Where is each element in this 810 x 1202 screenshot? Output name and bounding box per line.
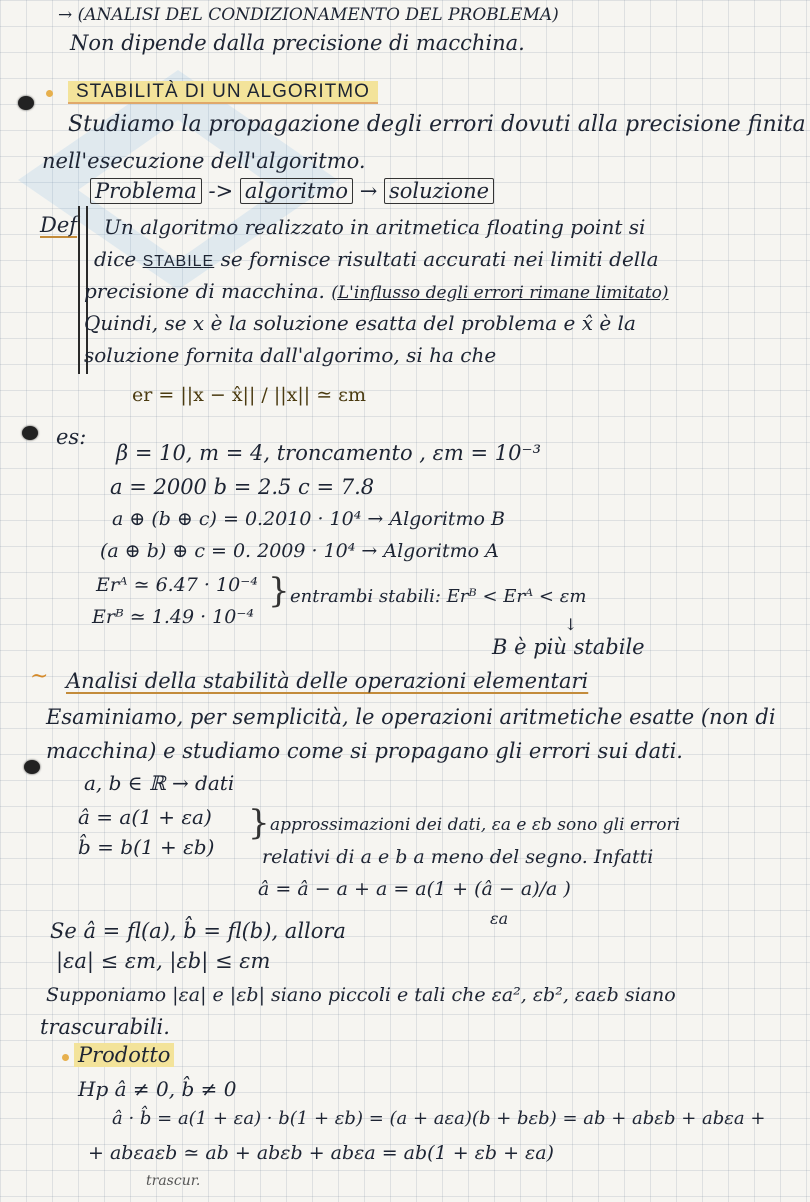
prodotto-title: Prodotto — [74, 1043, 174, 1067]
product-note: trascur. — [146, 1173, 201, 1189]
example-line-4: (a ⊕ b) ⊕ c = 0. 2009 · 10⁴ → Algoritmo A — [100, 540, 499, 562]
stabile-word: STABILE — [142, 253, 215, 270]
flow-arrow-icon: -> — [208, 179, 234, 203]
analysis-line-1: Esaminiamo, per semplicità, le operazioni aritmetiche esatte (non di — [46, 705, 776, 729]
analysis-line-11: Supponiamo |εa| e |εb| siano piccoli e tali che εa², εb², εaεb siano — [46, 984, 676, 1006]
example-line-2: a = 2000 b = 2.5 c = 7.8 — [110, 475, 375, 499]
line-studiamo: Studiamo la propagazione degli errori dovuti alla precisione finita — [68, 112, 806, 137]
brace-icon: } — [248, 803, 270, 843]
example-line-3: a ⊕ (b ⊕ c) = 0.2010 · 10⁴ → Algoritmo B — [112, 508, 505, 530]
example-line-7: entrambi stabili: Erᴮ < Erᴬ < εm — [290, 586, 587, 607]
tilde-bullet-icon: ~ — [30, 664, 49, 689]
es-label: es: — [56, 425, 87, 449]
analysis-line-4: â = a(1 + εa) — [78, 805, 212, 829]
analysis-line-10: |εa| ≤ εm, |εb| ≤ εm — [56, 949, 271, 973]
heading-analisi: Analisi della stabilità delle operazioni elementari — [66, 669, 589, 693]
analysis-line-2: macchina) e studiamo come si propagano gli errori sui dati. — [46, 739, 683, 763]
analysis-line-6: approssimazioni dei dati, εa e εb sono gli errori — [270, 815, 681, 835]
analysis-line-5: b̂ = b(1 + εb) — [78, 835, 215, 859]
brace-icon: } — [268, 571, 290, 611]
def-line-2: dice STABILE se fornisce risultati accurati nei limiti della — [94, 247, 659, 271]
bullet-dot-icon — [22, 426, 38, 440]
flow-solution: soluzione — [384, 178, 494, 204]
analysis-line-7: relativi di a e b a meno del segno. Infatti — [262, 846, 654, 868]
down-arrow-icon: ↓ — [564, 615, 578, 634]
analysis-line-3: a, b ∈ ℝ → dati — [84, 771, 235, 795]
example-line-1: β = 10, m = 4, troncamento , εm = 10⁻³ — [116, 441, 541, 465]
def-line-5: soluzione fornita dall'algorimo, si ha che — [84, 343, 497, 367]
orange-bullet-icon — [62, 1054, 69, 1061]
flow-diagram — [90, 178, 494, 204]
line-non-dipende: Non dipende dalla precisione di macchina. — [70, 31, 525, 55]
analysis-line-12: trascurabili. — [40, 1015, 170, 1039]
example-line-6: Erᴮ ≃ 1.49 · 10⁻⁴ — [92, 606, 254, 628]
flow-problem: Problema — [90, 178, 202, 204]
product-hp: Hp â ≠ 0, b̂ ≠ 0 — [78, 1077, 237, 1101]
analysis-line-9: Se â = fl(a), b̂ = fl(b), allora — [50, 919, 346, 943]
line-condizionamento: → (ANALISI DEL CONDIZIONAMENTO DEL PROBLEMA) — [58, 5, 559, 25]
product-line-1: â · b̂ = a(1 + εa) · b(1 + εb) = (a + aεa)(b + bεb) = ab + abεb + abεa + — [112, 1108, 766, 1129]
bullet-dot-icon — [18, 96, 34, 110]
analysis-line-8: â = â − a + a = a(1 + (â − a)/a ) — [258, 878, 571, 900]
def-note: (L'influsso degli errori rimane limitato) — [331, 283, 669, 303]
heading-stabilita: STABILITÀ DI UN ALGORITMO — [68, 81, 378, 104]
orange-bullet-icon — [46, 90, 53, 97]
example-conclusion: B è più stabile — [492, 635, 645, 659]
relative-error-formula: er = ||x − x̂|| / ||x|| ≃ εm — [132, 384, 367, 406]
flow-arrow-icon: → — [359, 179, 378, 203]
example-line-5: Erᴬ ≃ 6.47 · 10⁻⁴ — [96, 574, 258, 596]
bullet-dot-icon — [24, 760, 40, 774]
product-line-2: + abεaεb ≃ ab + abεb + abεa = ab(1 + εb + εa) — [88, 1142, 554, 1164]
def-line-1: Un algoritmo realizzato in aritmetica floating point si — [104, 215, 646, 239]
def-line-4: Quindi, se x è la soluzione esatta del problema e x̂ è la — [84, 311, 636, 335]
def-line-3: precisione di macchina. (L'influsso degli errori rimane limitato) — [84, 279, 669, 303]
analysis-line-8b: εa — [490, 909, 509, 928]
line-esecuzione: nell'esecuzione dell'algoritmo. — [42, 149, 366, 173]
flow-algorithm: algoritmo — [240, 178, 353, 204]
def-label: Def — [40, 213, 78, 237]
